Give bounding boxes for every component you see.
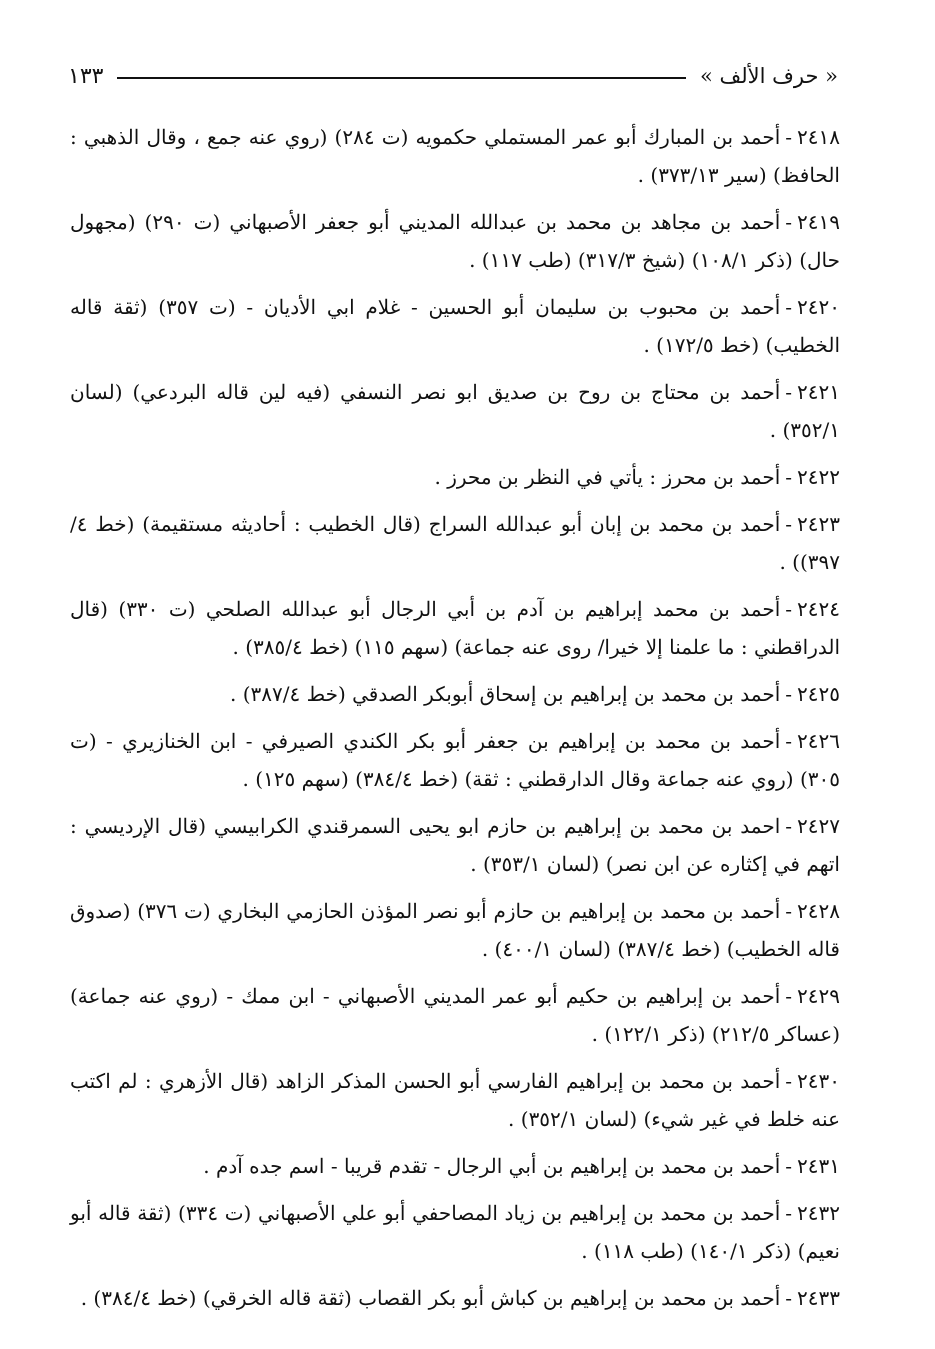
entry-list (70, 118, 840, 1326)
entry-text: أحمد بن محمد بن إبراهيم بن إسحاق أبوبكر الصدقي (خط ٣٨٧/٤) . (229, 682, 781, 706)
entry-number: ٢٤٢٥ (797, 682, 840, 706)
entry-text: أحمد بن مجاهد بن محمد بن عبدالله المديني أبو جعفر الأصبهاني (ت ٢٩٠) (مجهول حال) (ذكر ١٠٨/١) (شيخ ٣١٧/٣) (طب ١١٧) . (70, 210, 840, 272)
entry-number: ٢٤٣١ (797, 1154, 840, 1178)
entry-text: احمد بن محمد بن إبراهيم بن حازم ابو يحيى السمرقندي الكرابيسي (قال الإرديسي : اتهم في إكثاره عن ابن نصر) (لسان ٣٥٣/١) . (70, 814, 840, 876)
entry-number: ٢٤١٩ (797, 210, 841, 234)
entry-text: أحمد بن محمد بن إبراهيم بن كباش أبو بكر القصاب (ثقة قاله الخرقي) (خط ٣٨٤/٤) . (80, 1286, 781, 1310)
entry-text: أحمد بن المبارك أبو عمر المستملي حكمويه (ت ٢٨٤) (روي عنه جمع ، وقال الذهبي : الحافظ) (سير ٣٧٣/١٣) . (70, 125, 840, 187)
biographical-entry: ٢٤٢٠-أحمد بن محبوب بن سليمان أبو الحسين - غلام ابي الأديان - (ت ٣٥٧) (ثقة قاله الخطيب) (خط ١٧٢/٥) . (70, 295, 840, 357)
biographical-entry: ٢٤٢٥-أحمد بن محمد بن إبراهيم بن إسحاق أبوبكر الصدقي (خط ٣٨٧/٤) . (229, 682, 840, 706)
entry-text: أحمد بن محمد إبراهيم بن آدم بن أبي الرجال أبو عبدالله الصلحي (ت ٣٣٠) (قال الدراقطني : ما علمنا إلا خيرا/ روى عنه جماعة) (سهم ١١٥) (خط ٣٨٥/٤) . (70, 597, 840, 659)
running-header (68, 58, 838, 94)
biographical-entry: ٢٤٢٨-أحمد بن محمد بن إبراهيم بن حازم أبو نصر المؤذن الحازمي البخاري (ت ٣٧٦) (صدوق قاله الخطيب) (خط ٣٨٧/٤) (لسان ٤٠٠/١) . (70, 899, 840, 961)
entry-number: ٢٤١٨ (797, 125, 840, 149)
entry-number: ٢٤٢١ (797, 380, 840, 404)
entry-text: أحمد بن محتاج بن روح بن صديق ابو نصر النسفي (فيه لين قاله البردعي) (لسان ٣٥٢/١) . (70, 380, 840, 442)
entry-number: ٢٤٣٠ (797, 1069, 840, 1093)
entry-text: أحمد بن محمد بن إبراهيم بن زياد المصاحفي أبو علي الأصبهاني (ت ٣٣٤) (ثقة قاله أبو نعيم) (ذكر ١٤٠/١) (طب ١١٨) . (70, 1201, 840, 1263)
biographical-entry: ٢٤٢١-أحمد بن محتاج بن روح بن صديق ابو نصر النسفي (فيه لين قاله البردعي) (لسان ٣٥٢/١) . (70, 380, 840, 442)
biographical-entry: ٢٤٣٠-أحمد بن محمد بن إبراهيم الفارسي أبو الحسن المذكر الزاهد (قال الأزهري : لم اكتب عنه خلط في غير شيء) (لسان ٣٥٢/١) . (70, 1069, 840, 1131)
entry-number: ٢٤٢٩ (797, 984, 840, 1008)
entry-text: أحمد بن إبراهيم بن حكيم أبو عمر المديني الأصبهاني - ابن ممك - (روي عنه جماعة) (عساكر ٢١٢/٥) (ذكر ١٢٢/١) . (70, 984, 840, 1046)
chapter-title: « حرف الألف » (699, 64, 838, 88)
entry-text: أحمد بن محمد بن إبراهيم بن حازم أبو نصر المؤذن الحازمي البخاري (ت ٣٧٦) (صدوق قاله الخطيب) (خط ٣٨٧/٤) (لسان ٤٠٠/١) . (70, 899, 840, 961)
entry-number: ٢٤٢٤ (797, 597, 840, 621)
entry-number: ٢٤٢٧ (797, 814, 840, 838)
entry-number: ٢٤٢٨ (797, 899, 840, 923)
biographical-entry: ٢٤٢٢-أحمد بن محرز : يأتي في النظر بن محرز . (434, 465, 840, 489)
entry-number: ٢٤٣٣ (797, 1286, 840, 1310)
header-rule (117, 77, 686, 79)
entry-number: ٢٤٢٢ (797, 465, 840, 489)
biographical-entry: ٢٤٢٩-أحمد بن إبراهيم بن حكيم أبو عمر المديني الأصبهاني - ابن ممك - (روي عنه جماعة) (عساكر ٢١٢/٥) (ذكر ١٢٢/١) . (70, 984, 840, 1046)
entry-number: ٢٤٢٣ (797, 512, 840, 536)
page-number: ١٣٣ (68, 63, 104, 89)
biographical-entry: ٢٤٢٤-أحمد بن محمد إبراهيم بن آدم بن أبي الرجال أبو عبدالله الصلحي (ت ٣٣٠) (قال الدراقطني : ما علمنا إلا خيرا/ روى عنه جماعة) (سهم ١١٥) (خط ٣٨٥/٤) . (70, 597, 840, 659)
entry-number: ٢٤٢٠ (797, 295, 840, 319)
biographical-entry: ٢٤٢٣-أحمد بن محمد بن إبان أبو عبدالله السراج (قال الخطيب : أحاديثه مستقيمة) (خط ٤/ ٣٩٧)) . (70, 512, 840, 574)
entry-text: أحمد بن محمد بن إبراهيم بن أبي الرجال - تقدم قريبا - اسم جده آدم . (203, 1154, 781, 1178)
biographical-entry: ٢٤٣١-أحمد بن محمد بن إبراهيم بن أبي الرجال - تقدم قريبا - اسم جده آدم . (203, 1154, 840, 1178)
entry-number: ٢٤٢٦ (797, 729, 841, 753)
biographical-entry: ٢٤٢٦-أحمد بن محمد بن إبراهيم بن جعفر أبو بكر الكندي الصيرفي - ابن الخنازيري - (ت ٣٠٥) (روي عنه جماعة وقال الدارقطني : ثقة) (خط ٣٨٤/٤) (سهم ١٢٥) . (70, 729, 841, 791)
entry-text: أحمد بن محبوب بن سليمان أبو الحسين - غلام ابي الأديان - (ت ٣٥٧) (ثقة قاله الخطيب) (خط ١٧٢/٥) . (70, 295, 840, 357)
biographical-entry: ٢٤٣٢-أحمد بن محمد بن إبراهيم بن زياد المصاحفي أبو علي الأصبهاني (ت ٣٣٤) (ثقة قاله أبو نعيم) (ذكر ١٤٠/١) (طب ١١٨) . (70, 1201, 840, 1263)
biographical-entry: ٢٤٣٣-أحمد بن محمد بن إبراهيم بن كباش أبو بكر القصاب (ثقة قاله الخرقي) (خط ٣٨٤/٤) . (80, 1286, 840, 1310)
entry-text: أحمد بن محرز : يأتي في النظر بن محرز . (434, 465, 781, 489)
entry-text: أحمد بن محمد بن إبراهيم بن جعفر أبو بكر الكندي الصيرفي - ابن الخنازيري - (ت ٣٠٥) (روي عنه جماعة وقال الدارقطني : ثقة) (خط ٣٨٤/٤) (سهم ١٢٥) . (70, 729, 840, 791)
biographical-entry: ٢٤١٩-أحمد بن مجاهد بن محمد بن عبدالله المديني أبو جعفر الأصبهاني (ت ٢٩٠) (مجهول حال) (ذكر ١٠٨/١) (شيخ ٣١٧/٣) (طب ١١٧) . (70, 210, 841, 272)
entry-number: ٢٤٣٢ (797, 1201, 840, 1225)
biographical-entry: ٢٤١٨-أحمد بن المبارك أبو عمر المستملي حكمويه (ت ٢٨٤) (روي عنه جمع ، وقال الذهبي : الحافظ) (سير ٣٧٣/١٣) . (70, 125, 840, 187)
entry-text: أحمد بن محمد بن إبراهيم الفارسي أبو الحسن المذكر الزاهد (قال الأزهري : لم اكتب عنه خلط في غير شيء) (لسان ٣٥٢/١) . (70, 1069, 840, 1131)
biographical-entry: ٢٤٢٧-احمد بن محمد بن إبراهيم بن حازم ابو يحيى السمرقندي الكرابيسي (قال الإرديسي : اتهم في إكثاره عن ابن نصر) (لسان ٣٥٣/١) . (70, 814, 840, 876)
entry-text: أحمد بن محمد بن إبان أبو عبدالله السراج (قال الخطيب : أحاديثه مستقيمة) (خط ٤/ ٣٩٧)) . (70, 512, 840, 574)
